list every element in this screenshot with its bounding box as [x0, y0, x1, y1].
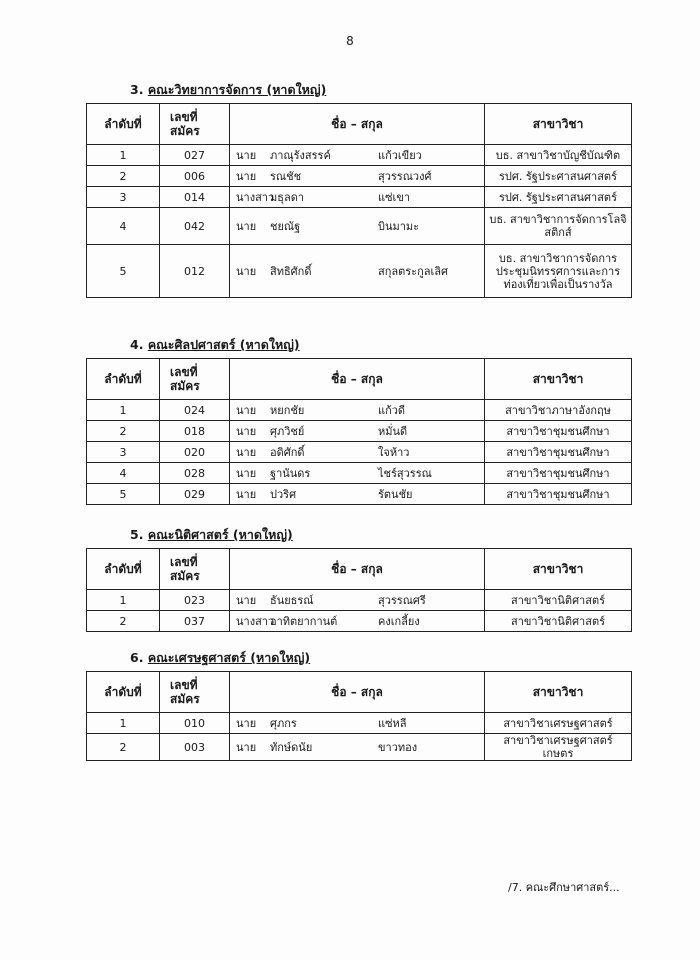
major-cell: สาขาวิชาชุมชนศึกษา [485, 421, 632, 442]
name-cell [230, 166, 485, 187]
applicant-no-cell: 037 [160, 611, 230, 632]
header-major: สาขาวิชา [485, 549, 632, 590]
first-name: อาทิตยากานต์ [270, 614, 338, 628]
table-header-row [87, 549, 632, 590]
section-number: 6. [130, 650, 148, 665]
rank-cell: 1 [87, 590, 160, 611]
first-name: ธันยธรณ์ [270, 593, 314, 607]
table-header-row [87, 359, 632, 400]
major-cell: สาขาวิชาเศรษฐศาสตร์เกษตร [485, 734, 632, 761]
name-cell [230, 713, 485, 734]
name-title: นาย [236, 487, 257, 501]
table-row [87, 245, 632, 298]
rank-cell: 4 [87, 463, 160, 484]
applicant-no-cell: 020 [160, 442, 230, 463]
section-title [130, 80, 616, 100]
major-cell: สาขาวิชาชุมชนศึกษา [485, 442, 632, 463]
first-name: ศุภวิชย์ [270, 424, 305, 438]
table-row [87, 421, 632, 442]
table-row [87, 734, 632, 761]
name-cell [230, 611, 485, 632]
applicant-table [86, 103, 632, 298]
first-name: หยกชัย [270, 403, 305, 417]
applicant-no-cell: 014 [160, 187, 230, 208]
name-cell [230, 442, 485, 463]
header-rank: ลำดับที่ [87, 672, 160, 713]
table-row [87, 590, 632, 611]
table-row [87, 208, 632, 245]
table-row [87, 463, 632, 484]
first-name: สิทธิศักดิ์ [270, 264, 312, 278]
major-cell: รปศ. รัฐประศาสนศาสตร์ [485, 187, 632, 208]
header-name: ชื่อ – สกุล [230, 549, 485, 590]
header-applicant-no: เลขที่ สมัคร [160, 672, 230, 713]
rank-cell: 4 [87, 208, 160, 245]
section-faculty-name: คณะนิติศาสตร์ (หาดใหญ่) [147, 527, 293, 542]
major-cell: สาขาวิชาชุมชนศึกษา [485, 484, 632, 505]
applicant-no-cell: 003 [160, 734, 230, 761]
header-rank: ลำดับที่ [87, 359, 160, 400]
header-applicant-no: เลขที่ สมัคร [160, 549, 230, 590]
major-cell: สาขาวิชาเศรษฐศาสตร์ [485, 713, 632, 734]
header-applicant-no: เลขที่ สมัคร [160, 359, 230, 400]
first-name: มธุลดา [270, 190, 305, 204]
last-name: รัตนชัย [378, 487, 413, 501]
continuation-note: /7. คณะศึกษาศาสตร์... [508, 881, 620, 894]
table-row [87, 442, 632, 463]
name-title: นาย [236, 593, 257, 607]
applicant-no-cell: 024 [160, 400, 230, 421]
last-name: สกุลตระกูลเลิศ [378, 264, 448, 278]
major-cell: สาขาวิชานิติศาสตร์ [485, 590, 632, 611]
major-cell: สาขาวิชาภาษาอังกฤษ [485, 400, 632, 421]
faculty-section [86, 648, 616, 761]
last-name: ใจห้าว [378, 445, 410, 459]
name-title: นาย [236, 740, 257, 754]
first-name: ชยณัฐ [270, 219, 301, 233]
rank-cell: 2 [87, 421, 160, 442]
name-cell [230, 187, 485, 208]
rank-cell: 5 [87, 245, 160, 298]
last-name: บินมามะ [378, 219, 420, 233]
major-cell: บธ. สาขาวิชาบัญชีบัณฑิต [485, 145, 632, 166]
name-title: นาย [236, 716, 257, 730]
applicant-no-cell: 023 [160, 590, 230, 611]
name-title: นาย [236, 148, 257, 162]
table-row [87, 400, 632, 421]
name-cell [230, 400, 485, 421]
applicant-table [86, 671, 632, 761]
first-name: รณชัช [270, 169, 302, 183]
applicant-no-cell: 012 [160, 245, 230, 298]
first-name: ทักษ์ดนัย [270, 740, 313, 754]
rank-cell: 2 [87, 166, 160, 187]
section-number: 3. [130, 82, 148, 97]
name-cell [230, 421, 485, 442]
name-title: นางสาว [236, 614, 275, 628]
applicant-no-cell: 018 [160, 421, 230, 442]
section-faculty-name: คณะศิลปศาสตร์ (หาดใหญ่) [147, 337, 300, 352]
last-name: แซ่เขา [378, 190, 411, 204]
name-cell [230, 463, 485, 484]
header-major: สาขาวิชา [485, 359, 632, 400]
page-number: 8 [346, 34, 354, 48]
applicant-no-cell: 006 [160, 166, 230, 187]
section-number: 4. [130, 337, 148, 352]
major-cell: รปศ. รัฐประศาสนศาสตร์ [485, 166, 632, 187]
major-cell: บธ. สาขาวิชาการจัดการประชุมนิทรรศการและการท่องเที่ยวเพื่อเป็นรางวัล [485, 245, 632, 298]
applicant-no-cell: 029 [160, 484, 230, 505]
first-name: ภาณุรังสรรค์ [270, 148, 331, 162]
table-row [87, 713, 632, 734]
major-cell: สาขาวิชาชุมชนศึกษา [485, 463, 632, 484]
name-cell [230, 590, 485, 611]
header-name: ชื่อ – สกุล [230, 104, 485, 145]
faculty-section [86, 335, 616, 505]
rank-cell: 3 [87, 187, 160, 208]
name-title: นาย [236, 264, 257, 278]
name-title: นาย [236, 219, 257, 233]
last-name: แซ่หลี [378, 716, 407, 730]
last-name: ไชร์สุวรรณ [378, 466, 432, 480]
rank-cell: 3 [87, 442, 160, 463]
faculty-section [86, 525, 616, 632]
header-rank: ลำดับที่ [87, 104, 160, 145]
last-name: หมั่นดี [378, 424, 408, 438]
table-header-row [87, 104, 632, 145]
applicant-no-cell: 028 [160, 463, 230, 484]
section-faculty-name: คณะวิทยาการจัดการ (หาดใหญ่) [147, 82, 327, 97]
section-number: 5. [130, 527, 148, 542]
first-name: ปวริศ [270, 487, 297, 501]
rank-cell: 2 [87, 611, 160, 632]
applicant-no-cell: 027 [160, 145, 230, 166]
table-header-row [87, 672, 632, 713]
rank-cell: 2 [87, 734, 160, 761]
header-major: สาขาวิชา [485, 104, 632, 145]
last-name: สุวรรณศรี [378, 593, 426, 607]
header-rank: ลำดับที่ [87, 549, 160, 590]
table-row [87, 187, 632, 208]
table-row [87, 166, 632, 187]
last-name: แก้วเขียว [378, 148, 422, 162]
last-name: สุวรรณวงศ์ [378, 169, 432, 183]
name-cell [230, 208, 485, 245]
last-name: แก้วดี [378, 403, 406, 417]
section-title [130, 335, 616, 355]
name-title: นาย [236, 445, 257, 459]
applicant-no-cell: 010 [160, 713, 230, 734]
applicant-no-cell: 042 [160, 208, 230, 245]
name-title: นาย [236, 466, 257, 480]
name-cell [230, 145, 485, 166]
major-cell: สาขาวิชานิติศาสตร์ [485, 611, 632, 632]
name-cell [230, 734, 485, 761]
rank-cell: 1 [87, 145, 160, 166]
section-title [130, 648, 616, 668]
last-name: คงเกลี้ยง [378, 614, 420, 628]
rank-cell: 5 [87, 484, 160, 505]
name-title: นางสาว [236, 190, 275, 204]
first-name: ฐานันดร [270, 466, 311, 480]
header-applicant-no: เลขที่ สมัคร [160, 104, 230, 145]
table-row [87, 484, 632, 505]
table-row [87, 145, 632, 166]
rank-cell: 1 [87, 400, 160, 421]
header-name: ชื่อ – สกุล [230, 359, 485, 400]
first-name: ศุภกร [270, 716, 297, 730]
section-faculty-name: คณะเศรษฐศาสตร์ (หาดใหญ่) [147, 650, 311, 665]
name-title: นาย [236, 403, 257, 417]
header-major: สาขาวิชา [485, 672, 632, 713]
first-name: อดิศักดิ์ [270, 445, 305, 459]
name-title: นาย [236, 424, 257, 438]
applicant-table [86, 548, 632, 632]
applicant-table [86, 358, 632, 505]
faculty-section [86, 80, 627, 298]
name-cell [230, 484, 485, 505]
name-cell [230, 245, 485, 298]
major-cell: บธ. สาขาวิชาการจัดการโลจิสติกส์ [485, 208, 632, 245]
name-title: นาย [236, 169, 257, 183]
section-title [130, 525, 616, 545]
header-name: ชื่อ – สกุล [230, 672, 485, 713]
rank-cell: 1 [87, 713, 160, 734]
last-name: ขาวทอง [378, 740, 418, 754]
table-row [87, 611, 632, 632]
